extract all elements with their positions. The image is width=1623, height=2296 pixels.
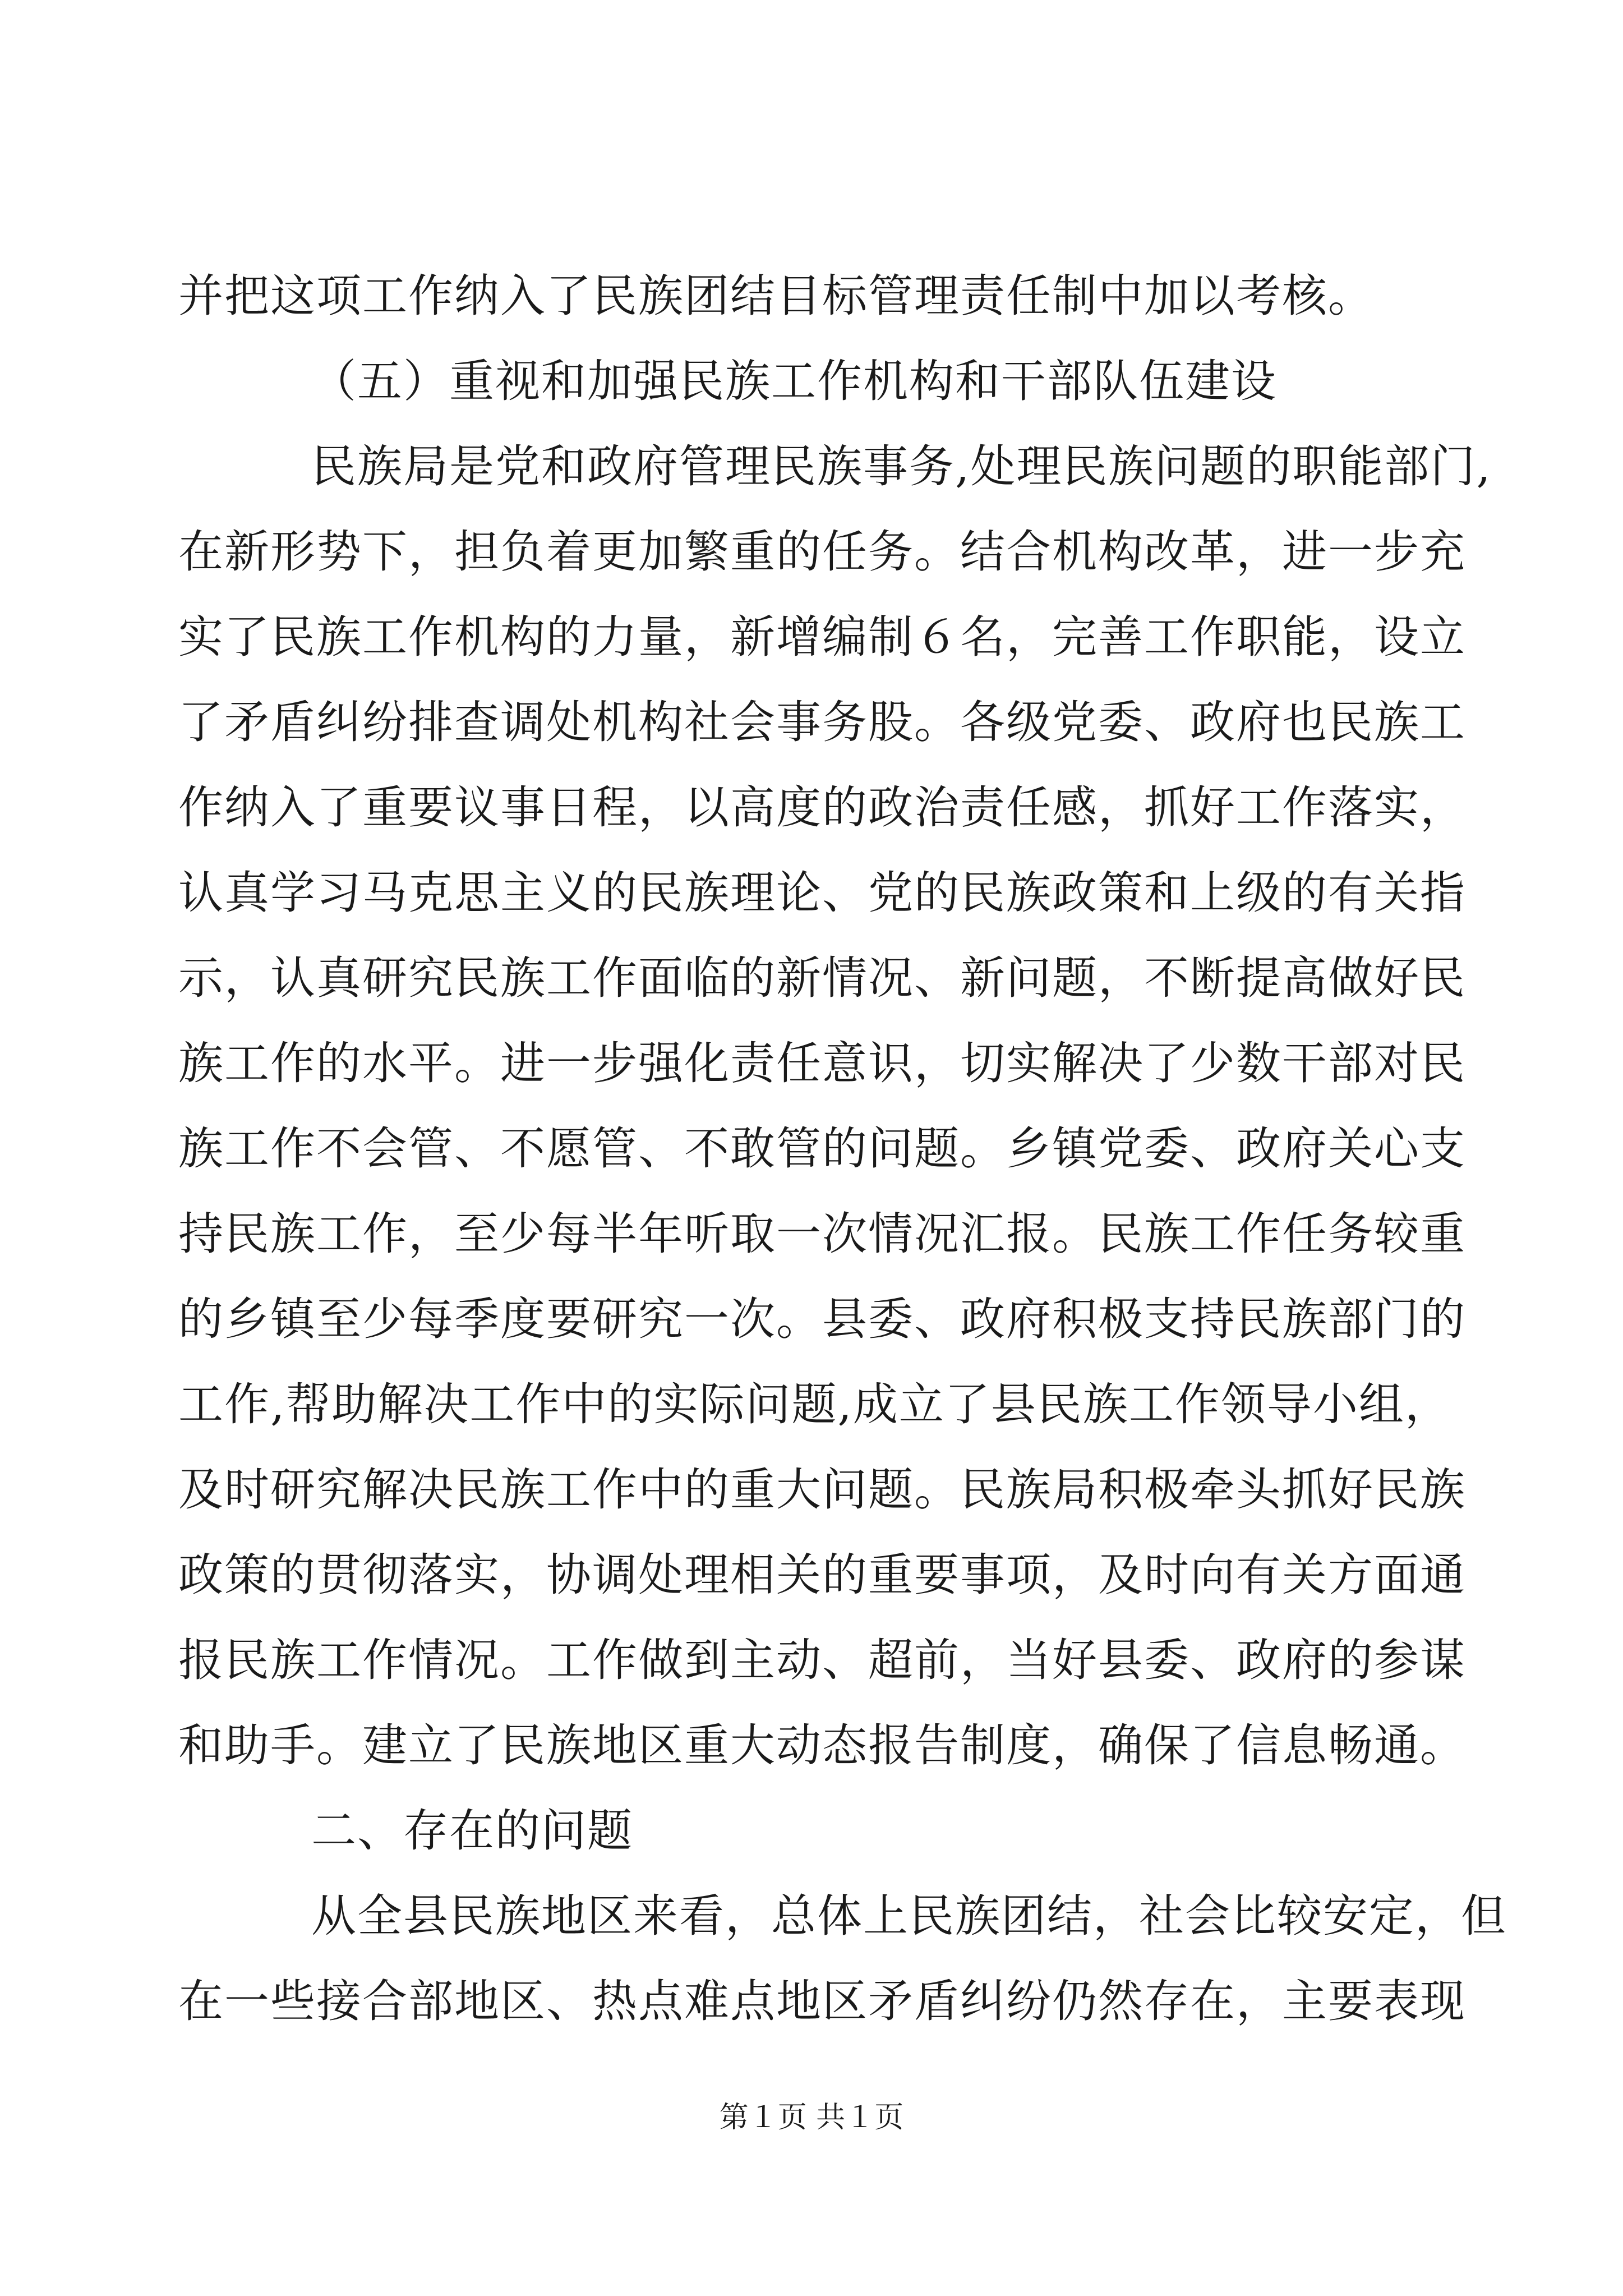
text-line: 在一些接合部地区、热点难点地区矛盾纠纷仍然存在，主要表现: [178, 1975, 1466, 2027]
text-line: 二、存在的问题: [311, 1805, 633, 1857]
text-line: 民族局是党和政府管理民族事务,处理民族问题的职能部门,: [311, 440, 1492, 493]
text-line: 并把这项工作纳入了民族团结目标管理责任制中加以考核。: [178, 270, 1374, 322]
text-line: 政策的贯彻落实，协调处理相关的重要事项，及时向有关方面通: [178, 1549, 1466, 1601]
text-line: 作纳入了重要议事日程，以高度的政治责任感，抓好工作落实，: [178, 781, 1466, 834]
text-line: 及时研究解决民族工作中的重大问题。民族局积极牵头抓好民族: [178, 1464, 1466, 1516]
text-line: 从全县民族地区来看，总体上民族团结，社会比较安定，但: [311, 1890, 1507, 1942]
text-line: 的乡镇至少每季度要研究一次。县委、政府积极支持民族部门的: [178, 1293, 1466, 1345]
text-line: 实了民族工作机构的力量，新增编制６名，完善工作职能，设立: [178, 611, 1466, 663]
text-line: 持民族工作，至少每半年听取一次情况汇报。民族工作任务较重: [178, 1208, 1466, 1260]
text-line: 族工作的水平。进一步强化责任意识，切实解决了少数干部对民: [178, 1037, 1466, 1089]
page-footer: 第１页 共１页: [719, 2101, 904, 2134]
text-line: 示，认真研究民族工作面临的新情况、新问题，不断提高做好民: [178, 952, 1466, 1004]
text-line: 认真学习马克思主义的民族理论、党的民族政策和上级的有关指: [178, 867, 1466, 919]
text-line: 报民族工作情况。工作做到主动、超前，当好县委、政府的参谋: [178, 1634, 1466, 1686]
text-line: 在新形势下，担负着更加繁重的任务。结合机构改革，进一步充: [178, 526, 1466, 578]
text-line: 了矛盾纠纷排查调处机构社会事务股。各级党委、政府也民族工: [178, 696, 1466, 748]
text-line: 和助手。建立了民族地区重大动态报告制度，确保了信息畅通。: [178, 1719, 1466, 1772]
text-line: 族工作不会管、不愿管、不敢管的问题。乡镇党委、政府关心支: [178, 1122, 1466, 1175]
text-line: 工作,帮助解决工作中的实际问题,成立了县民族工作领导小组，: [178, 1378, 1451, 1430]
text-line: （五）重视和加强民族工作机构和干部队伍建设: [311, 355, 1277, 407]
